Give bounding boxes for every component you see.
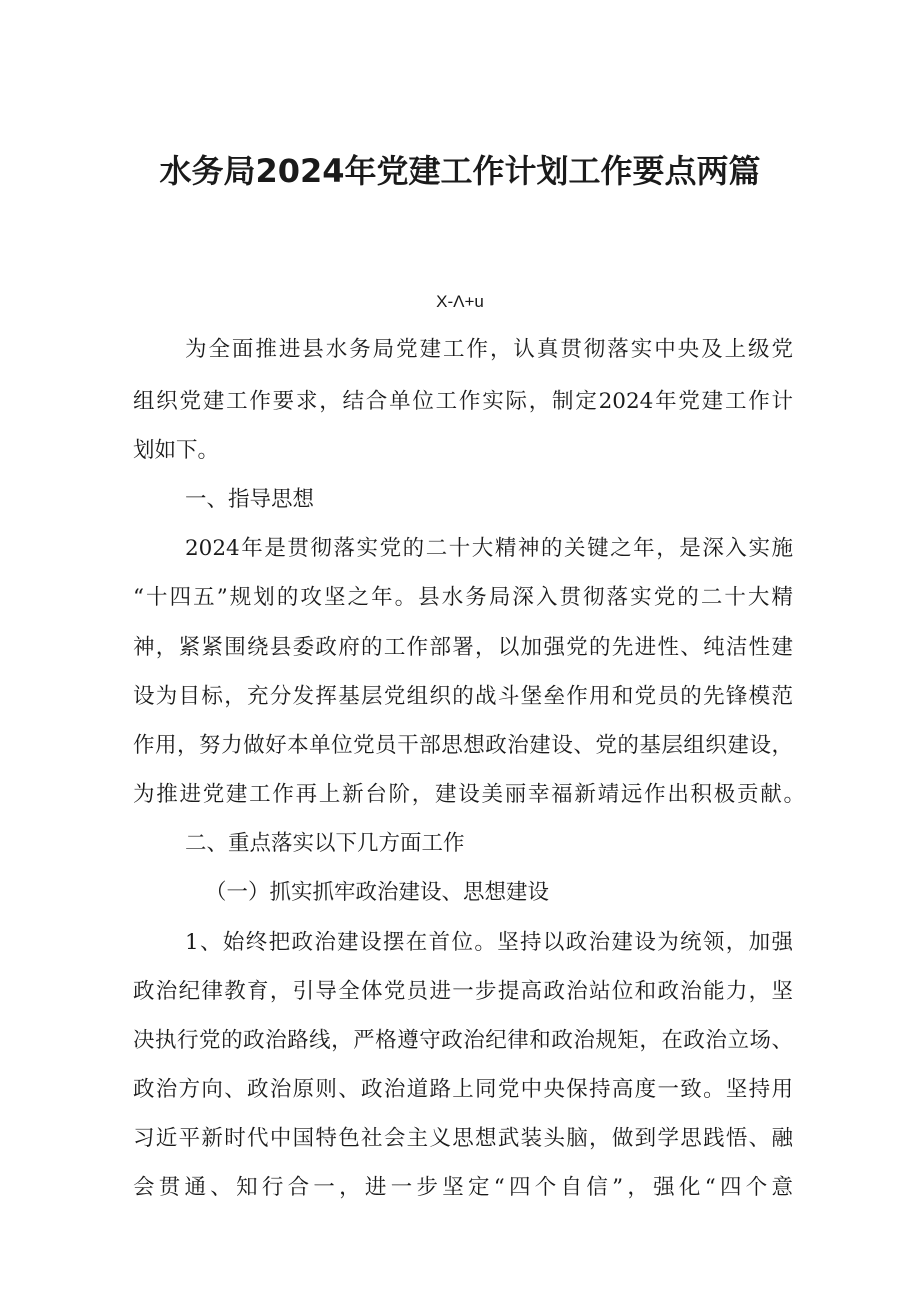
document-title: 水务局2024年党建工作计划工作要点两篇 [159, 152, 761, 190]
paragraph-line: 为全面推进县水务局党建工作，认真贯彻落实中央及上级党 [185, 337, 793, 362]
paragraph-line: 习近平新时代中国特色社会主义思想武装头脑，做到学思践悟、融 [133, 1126, 793, 1151]
paragraph-line: 会贯通、知行合一，进一步坚定“四个自信”，强化“四个意 [133, 1175, 793, 1200]
paragraph-line: 为推进党建工作再上新台阶，建设美丽幸福新靖远作出积极贡献。 [133, 782, 805, 807]
paragraph-line: “十四五”规划的攻坚之年。县水务局深入贯彻落实党的二十大精 [133, 585, 793, 610]
paragraph-line: 设为目标，充分发挥基层党组织的战斗堡垒作用和党员的先锋模范 [133, 684, 793, 709]
document-subheading: X-Λ+u [436, 292, 484, 311]
paragraph-line: 神，紧紧围绕县委政府的工作部署，以加强党的先进性、纯洁性建 [133, 635, 793, 660]
paragraph-line: 1、始终把政治建设摆在首位。坚持以政治建设为统领，加强 [185, 930, 793, 955]
paragraph-line: 政治方向、政治原则、政治道路上同党中央保持高度一致。坚持用 [133, 1077, 793, 1102]
paragraph-line: 划如下。 [133, 438, 220, 463]
paragraph-line: 作用，努力做好本单位党员干部思想政治建设、党的基层组织建设， [133, 733, 793, 758]
section-heading: 一、指导思想 [185, 487, 315, 512]
subsection-heading: （一）抓实抓牢政治建设、思想建设 [205, 880, 550, 905]
section-heading: 二、重点落实以下几方面工作 [185, 831, 465, 856]
paragraph-line: 组织党建工作要求，结合单位工作实际，制定2024年党建工作计 [133, 389, 793, 414]
paragraph-line: 政治纪律教育，引导全体党员进一步提高政治站位和政治能力，坚 [133, 979, 793, 1004]
paragraph-line: 决执行党的政治路线，严格遵守政治纪律和政治规矩，在政治立场、 [133, 1028, 793, 1053]
paragraph-line: 2024年是贯彻落实党的二十大精神的关键之年，是深入实施 [185, 536, 793, 561]
